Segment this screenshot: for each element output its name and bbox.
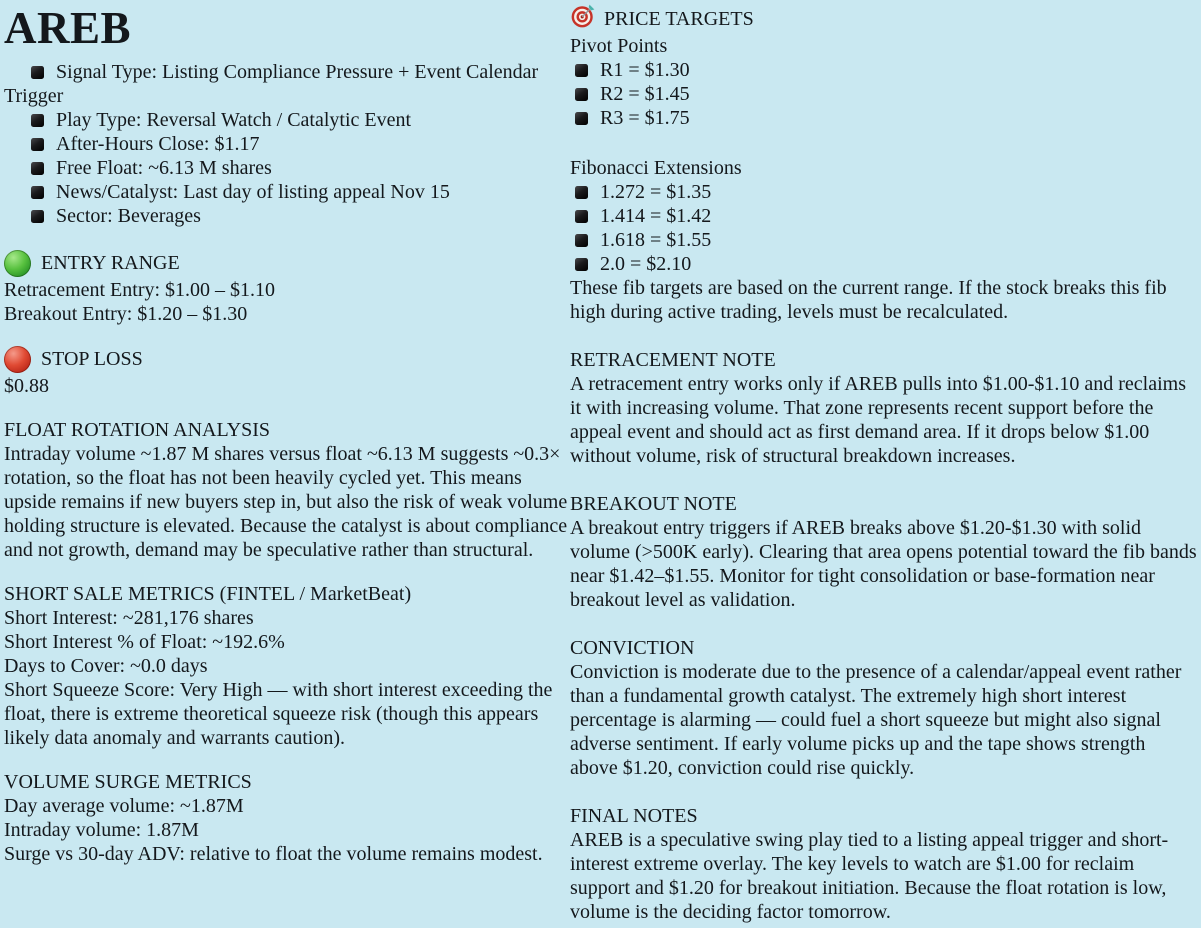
fact-item <box>4 132 570 156</box>
pivot-item <box>570 82 1197 106</box>
left-column <box>4 0 570 866</box>
short-sale-heading: SHORT SALE METRICS (FINTEL / MarketBeat) <box>4 583 412 605</box>
fib-text: 1.414 = $1.42 <box>600 205 712 227</box>
stop-loss-section <box>4 344 570 398</box>
fact-text: Play Type: Reversal Watch / Catalytic Event <box>56 109 412 131</box>
price-targets-section <box>570 4 1197 324</box>
final-notes-body: AREB is a speculative swing play tied to a listing appeal trigger and short-interest extreme overlay. The key levels to watch are $1.00 for reclaim support and $1.20 for breakout initiation. Because the float rotation is low, volume is the deciding factor tomorrow. <box>570 829 1169 923</box>
fib-item <box>570 252 1197 276</box>
float-rotation-body: Intraday volume ~1.87 M shares versus float ~6.13 M suggests ~0.3× rotation, so the float has not been heavily cycled yet. This means upside remains if new buyers step in, but also the risk of weak volume holding structure is elevated. Because the catalyst is about compliance and not growth, demand may be speculative rather than structural. <box>4 443 568 561</box>
pivot-text: R2 = $1.45 <box>600 83 690 105</box>
breakout-note-body: A breakout entry triggers if AREB breaks above $1.20-$1.30 with solid volume (>500K early). Clearing that area opens potential toward the fib bands near $1.42–$1.55. Monitor for tight consolidation or base-formation near breakout level as validation. <box>570 517 1197 611</box>
black-square-bullet-icon <box>31 66 44 79</box>
entry-range-section <box>4 248 570 326</box>
fib-note: These fib targets are based on the current range. If the stock breaks this fib high during active trading, levels must be recalculated. <box>570 277 1167 323</box>
pivot-text: R1 = $1.30 <box>600 59 690 81</box>
retracement-entry-line: Retracement Entry: $1.00 – $1.10 <box>4 279 276 301</box>
retracement-note-section <box>570 348 1197 468</box>
black-square-bullet-icon <box>575 258 588 271</box>
breakout-note-heading: BREAKOUT NOTE <box>570 493 737 515</box>
final-notes-section <box>570 804 1197 924</box>
facts-list <box>4 60 570 228</box>
fact-text: After-Hours Close: $1.17 <box>56 133 260 155</box>
volume-surge-section <box>4 770 570 866</box>
stop-loss-heading: STOP LOSS <box>41 348 143 370</box>
conviction-heading: CONVICTION <box>570 637 695 659</box>
price-targets-heading-row <box>570 4 1197 34</box>
fact-item <box>4 204 570 228</box>
black-square-bullet-icon <box>31 138 44 151</box>
breakout-note-section <box>570 492 1197 612</box>
fib-text: 1.618 = $1.55 <box>600 229 712 251</box>
short-interest-pct-line: Short Interest % of Float: ~192.6% <box>4 631 285 653</box>
fact-text: Signal Type: Listing Compliance Pressure + Event Calendar Trigger <box>4 61 539 107</box>
entry-range-heading: ENTRY RANGE <box>41 252 180 274</box>
fact-item <box>4 180 570 204</box>
black-square-bullet-icon <box>31 210 44 223</box>
black-square-bullet-icon <box>575 88 588 101</box>
right-column <box>570 0 1197 924</box>
fib-item <box>570 180 1197 204</box>
fact-item <box>4 156 570 180</box>
retracement-note-heading: RETRACEMENT NOTE <box>570 349 776 371</box>
short-sale-section <box>4 582 570 750</box>
day-average-volume-line: Day average volume: ~1.87M <box>4 795 244 817</box>
final-notes-heading: FINAL NOTES <box>570 805 698 827</box>
stop-loss-value: $0.88 <box>4 375 49 397</box>
black-square-bullet-icon <box>31 162 44 175</box>
fib-item <box>570 204 1197 228</box>
float-rotation-heading: FLOAT ROTATION ANALYSIS <box>4 419 271 441</box>
pivot-item <box>570 106 1197 130</box>
short-interest-line: Short Interest: ~281,176 shares <box>4 607 254 629</box>
black-square-bullet-icon <box>575 210 588 223</box>
black-square-bullet-icon <box>575 64 588 77</box>
volume-surge-heading: VOLUME SURGE METRICS <box>4 771 252 793</box>
float-rotation-section <box>4 418 570 562</box>
intraday-volume-line: Intraday volume: 1.87M <box>4 819 199 841</box>
black-square-bullet-icon <box>575 186 588 199</box>
conviction-section <box>570 636 1197 780</box>
conviction-body: Conviction is moderate due to the presence of a calendar/appeal event rather than a fundamental growth catalyst. The extremely high short interest percentage is alarming — could fuel a short squeeze but might also signal adverse sentiment. If early volume picks up and the tape shows strength above $1.20, conviction could rise quickly. <box>570 661 1182 779</box>
pivot-item <box>570 58 1197 82</box>
days-to-cover-line: Days to Cover: ~0.0 days <box>4 655 208 677</box>
fact-item <box>4 108 570 132</box>
squeeze-score-line: Short Squeeze Score: Very High — with short interest exceeding the float, there is extreme theoretical squeeze risk (though this appears likely data anomaly and warrants caution). <box>4 679 553 749</box>
fib-text: 2.0 = $2.10 <box>600 253 692 275</box>
retracement-note-body: A retracement entry works only if AREB pulls into $1.00-$1.10 and reclaims it with increasing volume. That zone represents recent support before the appeal event and should act as first demand area. If it drops below $1.00 without volume, risk of structural breakdown increases. <box>570 373 1186 467</box>
stop-loss-heading-row <box>4 344 570 374</box>
pivot-points-subheading: Pivot Points <box>570 35 668 57</box>
fib-item <box>570 228 1197 252</box>
fibonacci-subheading: Fibonacci Extensions <box>570 157 742 179</box>
green-circle-icon <box>4 250 31 277</box>
black-square-bullet-icon <box>31 114 44 127</box>
fact-text: News/Catalyst: Last day of listing appeal Nov 15 <box>56 181 450 203</box>
red-circle-icon <box>4 346 31 373</box>
black-square-bullet-icon <box>575 234 588 247</box>
black-square-bullet-icon <box>575 112 588 125</box>
fact-text: Sector: Beverages <box>56 205 201 227</box>
entry-range-heading-row <box>4 248 570 278</box>
fact-text: Free Float: ~6.13 M shares <box>56 157 272 179</box>
price-targets-heading: PRICE TARGETS <box>604 8 754 30</box>
surge-adv-line: Surge vs 30-day ADV: relative to float the volume remains modest. <box>4 843 543 865</box>
breakout-entry-line: Breakout Entry: $1.20 – $1.30 <box>4 303 248 325</box>
ticker-title: AREB <box>4 3 132 53</box>
fact-item <box>4 60 570 108</box>
target-icon <box>570 3 596 35</box>
fib-text: 1.272 = $1.35 <box>600 181 712 203</box>
pivot-text: R3 = $1.75 <box>600 107 690 129</box>
black-square-bullet-icon <box>31 186 44 199</box>
